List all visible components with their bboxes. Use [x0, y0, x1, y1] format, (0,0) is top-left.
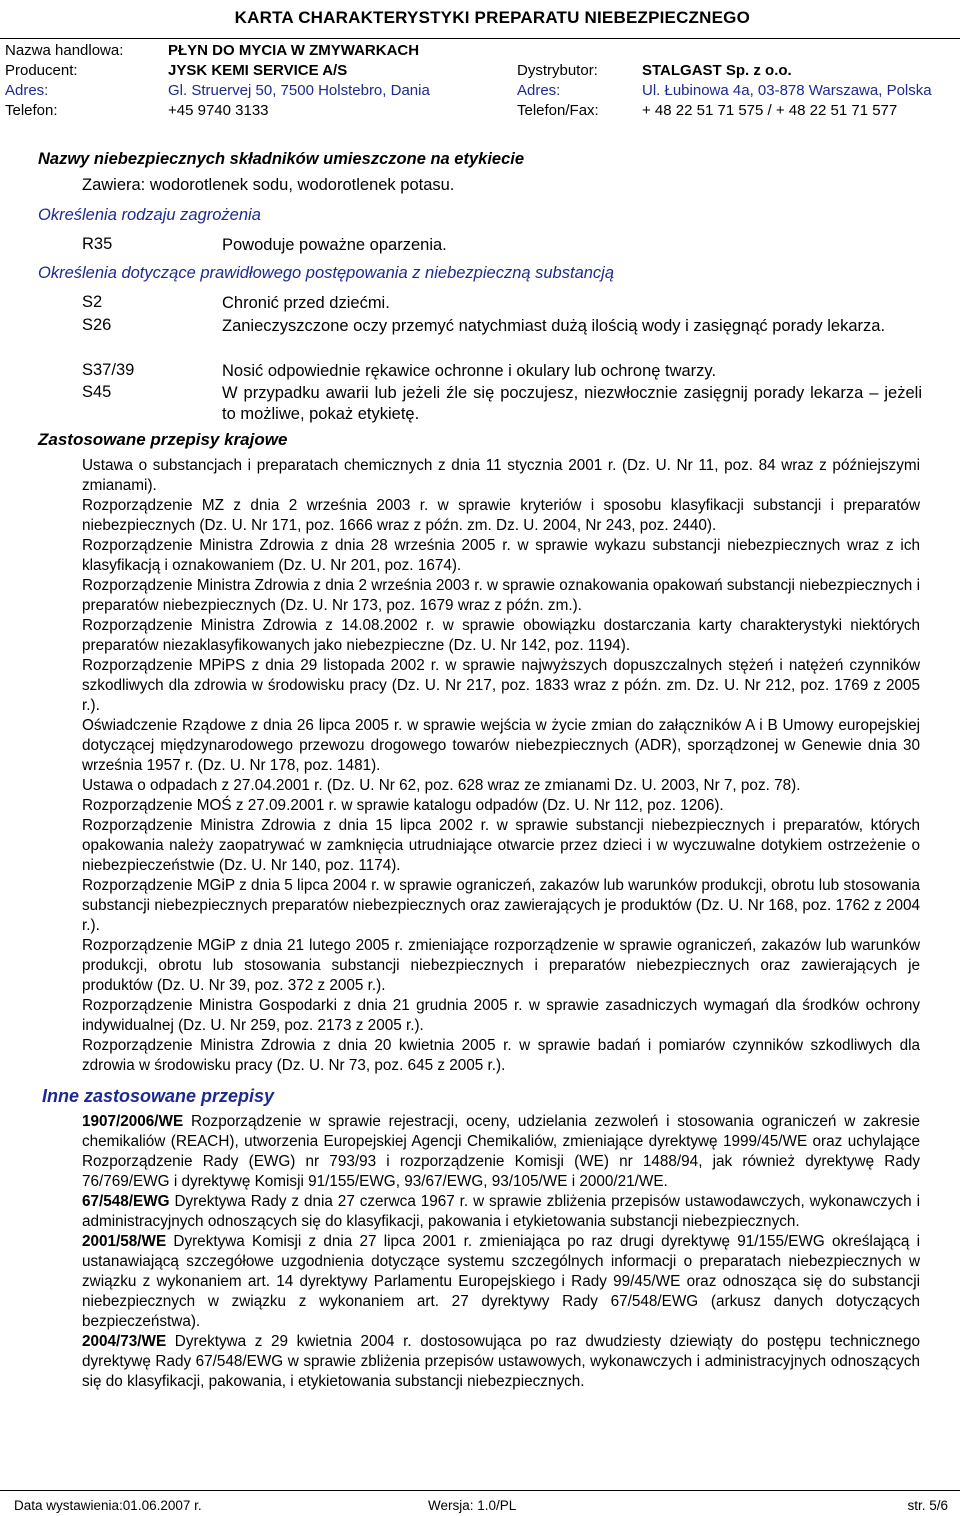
national-regulations-title: Zastosowane przepisy krajowe [38, 430, 288, 449]
eu-regulation-text: Dyrektywa Rady z dnia 27 czerwca 1967 r. w sprawie zbliżenia przepisów ustawodawczych, wykonawczych i administracyjnych odnoszących się do klasyfikacji, pakowania i etykietowania substancji niebezpiecznych. [82, 1193, 920, 1230]
eu-regulation-item [82, 1192, 920, 1232]
s-phrase-text: Nosić odpowiednie rękawice ochronne i okulary lub ochronę twarzy. [222, 362, 717, 380]
r-phrase-text: Powoduje poważne oparzenia. [222, 236, 447, 254]
regulation-item: Rozporządzenie MOŚ z 27.09.2001 r. w sprawie katalogu odpadów (Dz. U. Nr 112, poz. 1206). [82, 797, 724, 814]
contains-text: Zawiera: wodorotlenek sodu, wodorotlenek potasu. [82, 176, 455, 194]
page-number: str. 5/6 [907, 1498, 948, 1513]
regulation-item: Oświadczenie Rządowe z dnia 26 lipca 2005 r. w sprawie wejścia w życie zmian do załączników A i B Umowy europejskiej dotyczącej międzynarodowego przewozu drogowego towarów niebezpiecznych (ADR), sporządzonej w Genewie dnia 30 września 1957 r. (Dz. U. Nr 178, poz. 1481). [82, 717, 920, 774]
regulation-item: Rozporządzenie Ministra Zdrowia z dnia 20 kwietnia 2005 r. w sprawie badań i pomiarów czynników szkodliwych dla zdrowia w środowisku pracy (Dz. U. Nr 73, poz. 645 z 2005 r.). [82, 1037, 920, 1074]
regulation-item: Rozporządzenie MGiP z dnia 5 lipca 2004 r. w sprawie ograniczeń, zakazów lub warunków produkcji, obrotu lub stosowania substancji niebezpiecznych preparatów niebezpiecznych oraz zawierających je produktów (Dz. U. Nr 168, poz. 1762 z 2004 r.). [82, 877, 920, 934]
s-phrase-text: Chronić przed dziećmi. [222, 294, 390, 312]
regulation-item: Rozporządzenie MPiPS z dnia 29 listopada 2002 r. w sprawie najwyższych dopuszczalnych stężeń i natężeń czynników szkodliwych dla zdrowia w środowisku pracy (Dz. U. Nr 217, poz. 1833 wraz z późn. zm. Dz. U. Nr 212, poz. 1769 z 2005 r.). [82, 657, 920, 714]
dangerous-components-title: Nazwy niebezpiecznych składników umieszczone na etykiecie [38, 150, 525, 168]
eu-regulation-item [82, 1332, 920, 1392]
s-phrase-text: Zanieczyszczone oczy przemyć natychmiast dużą ilością wody i zasięgnąć porady lekarza. [222, 317, 886, 335]
eu-regulation-number: 67/548/EWG [82, 1193, 170, 1210]
eu-regulation-number: 1907/2006/WE [82, 1113, 184, 1130]
eu-regulation-text: Dyrektywa z 29 kwietnia 2004 r. dostosowująca po raz dwudziesty dziewiąty do postępu technicznego dyrektywę Rady 67/548/EWG w sprawie zbliżenia przepisów ustawowych, wykonawczych i administracyjnych odnoszących się do klasyfikacji, pakowania, i etykietowania substancji niebezpiecznych. [82, 1333, 920, 1390]
document-banner [0, 0, 960, 39]
distributor-address-label: Adres: [517, 82, 561, 99]
distributor-value: STALGAST Sp. z o.o. [642, 62, 792, 79]
eu-regulation-number: 2004/73/WE [82, 1333, 167, 1350]
producer-address-value: Gl. Struervej 50, 7500 Holstebro, Dania [168, 82, 430, 99]
producer-label: Producent: [5, 62, 78, 79]
distributor-address-value: Ul. Łubinowa 4a, 03-878 Warszawa, Polska [642, 82, 932, 99]
trade-name-label: Nazwa handlowa: [5, 42, 124, 59]
regulation-item: Rozporządzenie Ministra Zdrowia z 14.08.2002 r. w sprawie obowiązku dostarczania karty charakterystyki niektórych preparatów niezaklasyfikowanych jako niebezpieczne (Dz. U. Nr 142, poz. 1194). [82, 617, 920, 654]
issue-date: Data wystawienia:01.06.2007 r. [14, 1498, 202, 1513]
eu-regulation-text: Rozporządzenie w sprawie rejestracji, oceny, udzielania zezwoleń i stosowania ograniczeń w zakresie chemikaliów (REACH), utworzenia Europejskiej Agencji Chemikaliów, zmieniające dyrektywę 1999/45/WE oraz uchylające Rozporządzenie Rady (EWG) nr 793/93 i rozporządzenie Komisji (WE) nr 1488/94, jak również dyrektywę Rady 76/769/EWG i dyrektywę Komisji 91/155/EWG, 93/67/EWG, 93/105/WE i 2000/21/WE. [82, 1113, 920, 1190]
safety-section-title: Określenia dotyczące prawidłowego postępowania z niebezpieczną substancją [38, 264, 615, 282]
regulation-item: Rozporządzenie Ministra Gospodarki z dnia 21 grudnia 2005 r. w sprawie zasadniczych wymagań dla środków ochrony indywidualnej (Dz. U. Nr 259, poz. 2173 z 2005 r.). [82, 997, 920, 1034]
producer-value: JYSK KEMI SERVICE A/S [168, 62, 348, 79]
distributor-label: Dystrybutor: [517, 62, 598, 79]
trade-name-value: PŁYN DO MYCIA W ZMYWARKACH [168, 42, 420, 59]
eu-regulation-item [82, 1232, 920, 1332]
regulation-item: Rozporządzenie Ministra Zdrowia z dnia 2 września 2003 r. w sprawie oznakowania opakowań substancji niebezpiecznych i preparatów niebezpiecznych (Dz. U. Nr 173, poz. 1679 wraz z późn. zm.). [82, 577, 920, 614]
hazard-section-title: Określenia rodzaju zagrożenia [38, 206, 261, 224]
regulation-item: Rozporządzenie Ministra Zdrowia z dnia 28 września 2005 r. w sprawie wykazu substancji niebezpiecznych wraz z ich klasyfikacją i oznakowaniem (Dz. U. Nr 201, poz. 1674). [82, 537, 920, 574]
s-phrase-code: S2 [82, 293, 103, 311]
version-label: Wersja: 1.0/PL [428, 1498, 517, 1513]
s-phrase-code: S45 [82, 383, 112, 401]
s-phrase-code: S26 [82, 316, 112, 334]
header-row-producer [0, 60, 960, 81]
producer-phone-label: Telefon: [5, 102, 58, 119]
eu-regulation-text: Dyrektywa Komisji z dnia 27 lipca 2001 r. zmieniająca po raz drugi dyrektywę 91/155/EWG określającą i ustanawiającą szczegółowe uzgodnienia dotyczące systemu szczególnych informacji o preparatach niebezpiecznych w związku z wykonaniem art. 14 dyrektywy Parlamentu Europejskiego i Rady 99/45/WE oraz odnosząca się do substancji niebezpiecznych w związku z wykonaniem art. 27 dyrektywy Rady 67/548/EWG (arkusz danych dotyczących bezpieczeństwa). [82, 1233, 920, 1330]
other-regulations-title: Inne zastosowane przepisy [42, 1086, 275, 1106]
document-title: KARTA CHARAKTERYSTYKI PREPARATU NIEBEZPIECZNEGO [234, 8, 750, 27]
regulation-item: Ustawa o substancjach i preparatach chemicznych z dnia 11 stycznia 2001 r. (Dz. U. Nr 11, poz. 84 wraz z późniejszymi zmianami). [82, 457, 920, 494]
eu-regulation-number: 2001/58/WE [82, 1233, 167, 1250]
producer-address-label: Adres: [5, 82, 49, 99]
s-phrase-code: S37/39 [82, 361, 135, 379]
r-phrase-code: R35 [82, 235, 113, 253]
producer-phone-value: +45 9740 3133 [168, 102, 269, 119]
header-row-trade-name [0, 40, 960, 61]
product-header [0, 40, 960, 124]
s-phrase-text: W przypadku awarii lub jeżeli źle się poczujesz, niezwłocznie zasięgnij porady lekarza – jeżeli to możliwe, pokaż etykietę. [222, 384, 922, 423]
header-row-address [0, 80, 960, 101]
regulation-item: Rozporządzenie MGiP z dnia 21 lutego 2005 r. zmieniające rozporządzenie w sprawie ograniczeń, zakazów lub warunków produkcji, obrotu lub stosowania substancji niebezpiecznych i preparatów niebezpiecznych oraz zawierających je produktów (Dz. U. Nr 39, poz. 372 z 2005 r.). [82, 937, 920, 994]
distributor-phone-value: + 48 22 51 71 575 / + 48 22 51 71 577 [642, 102, 898, 119]
regulation-item: Rozporządzenie MZ z dnia 2 września 2003 r. w sprawie kryteriów i sposobu klasyfikacji substancji i preparatów niebezpiecznych (Dz. U. Nr 171, poz. 1666 wraz z późn. zm. Dz. U. 2004, Nr 243, poz. 2440). [82, 497, 920, 534]
page-footer [0, 1490, 960, 1516]
national-regulations-list [82, 456, 920, 1076]
header-row-phone [0, 100, 960, 121]
regulation-item: Rozporządzenie Ministra Zdrowia z dnia 15 lipca 2002 r. w sprawie substancji niebezpiecznych i preparatów, których opakowania należy zaopatrywać w zamknięcia utrudniające otwarcie przez dzieci i w wyczuwalne dotykiem ostrzeżenie o niebezpieczeństwie (Dz. U. Nr 140, poz. 1174). [82, 817, 920, 874]
other-regulations-list [82, 1112, 920, 1392]
regulation-item: Ustawa o odpadach z 27.04.2001 r. (Dz. U. Nr 62, poz. 628 wraz ze zmianami Dz. U. 2003, Nr 7, poz. 78). [82, 777, 801, 794]
distributor-phone-label: Telefon/Fax: [517, 102, 599, 119]
eu-regulation-item [82, 1112, 920, 1192]
